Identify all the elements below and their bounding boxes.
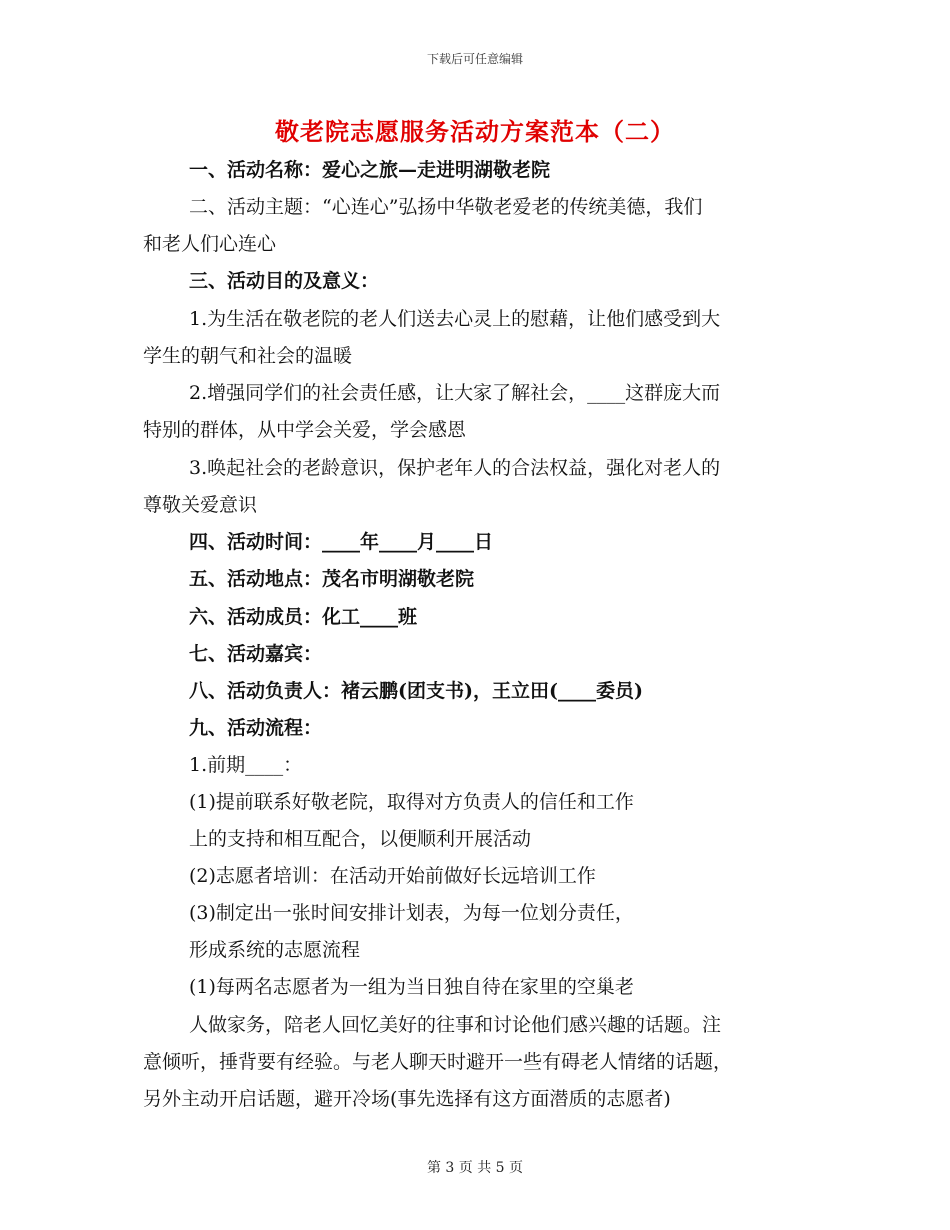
process-substep-3: (3)制定出一张时间安排计划表，为每一位划分责任， — [189, 902, 634, 924]
purpose-item-3: 3.唤起社会的老龄意识，保护老年人的合法权益，强化对老人的 — [189, 457, 721, 479]
process-substep-1b: (1)每两名志愿者为一组为当日独自待在家里的空巢老 — [189, 976, 634, 998]
page-header: 下载后可任意编辑 — [426, 52, 523, 66]
section-activity-name: 一、活动名称：爱心之旅—走进明湖敬老院 — [189, 159, 551, 181]
section-activity-guests: 七、活动嘉宾： — [189, 643, 323, 665]
paragraph-line: 意倾听，捶背要有经验。与老人聊天时避开一些有碍老人情绪的话题， — [143, 1051, 733, 1073]
section-activity-leader: 八、活动负责人：褚云鹏(团支书)，王立田(____委员) — [189, 680, 643, 702]
section-activity-members: 六、活动成员：化工____班 — [189, 606, 418, 628]
paragraph-line: 学生的朝气和社会的温暖 — [143, 345, 353, 367]
paragraph-line: 特别的群体，从中学会关爱，学会感恩 — [143, 419, 467, 441]
paragraph-line: 另外主动开启话题，避开冷场(事先选择有这方面潜质的志愿者) — [143, 1088, 671, 1110]
section-activity-process: 九、活动流程： — [189, 717, 323, 739]
process-substep-2: (2)志愿者培训：在活动开始前做好长远培训工作 — [189, 865, 596, 887]
section-activity-location: 五、活动地点：茂名市明湖敬老院 — [189, 568, 475, 590]
process-substep-1: (1)提前联系好敬老院，取得对方负责人的信任和工作 — [189, 791, 634, 813]
paragraph-line: 尊敬关爱意识 — [143, 494, 258, 516]
section-activity-theme: 二、活动主题：“心连心”弘扬中华敬老爱老的传统美德，我们 — [189, 196, 703, 218]
section-purpose-heading: 三、活动目的及意义： — [189, 270, 380, 292]
paragraph-line: 上的支持和相互配合，以便顺利开展活动 — [189, 828, 532, 850]
paragraph-line: 形成系统的志愿流程 — [189, 939, 361, 961]
document-title: 敬老院志愿服务活动方案范本（二） — [275, 117, 675, 146]
paragraph-line: 和老人们心连心 — [143, 233, 277, 255]
section-activity-time: 四、活动时间：____年____月____日 — [189, 531, 494, 553]
page-footer: 第 3 页 共 5 页 — [426, 1160, 524, 1176]
purpose-item-2: 2.增强同学们的社会责任感，让大家了解社会，____这群庞大而 — [189, 382, 721, 404]
purpose-item-1: 1.为生活在敬老院的老人们送去心灵上的慰藉，让他们感受到大 — [189, 308, 721, 330]
paragraph-line: 人做家务，陪老人回忆美好的往事和讨论他们感兴趣的话题。注 — [189, 1014, 722, 1036]
process-step-preparation: 1.前期____： — [189, 754, 303, 776]
